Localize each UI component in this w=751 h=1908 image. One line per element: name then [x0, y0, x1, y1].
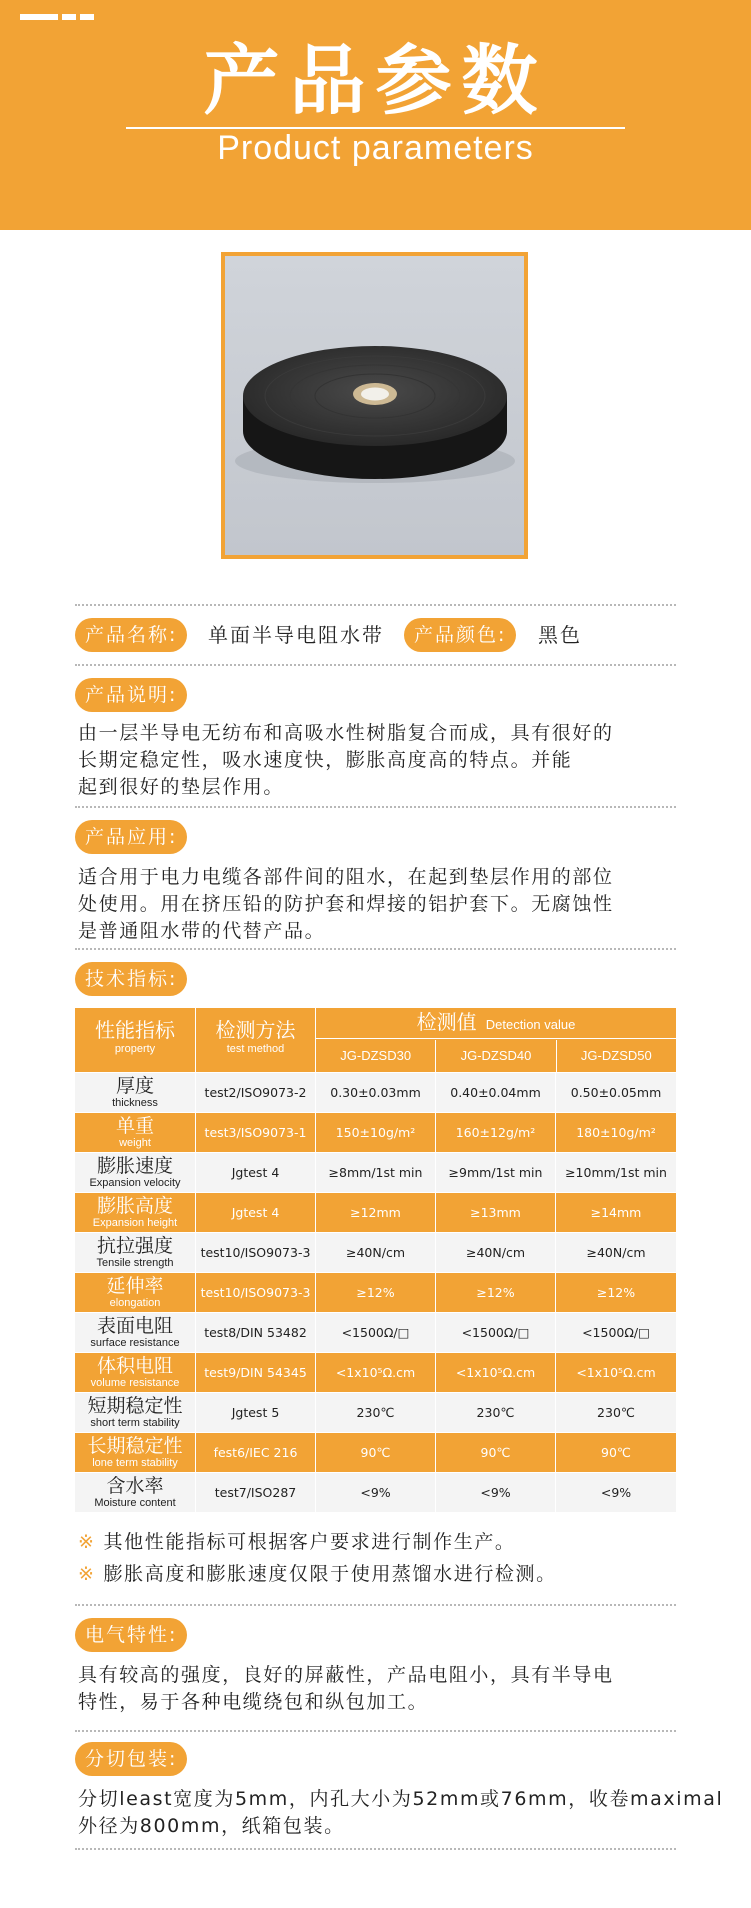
model-name: JG-DZSD50	[580, 1048, 652, 1063]
property-cn: 单重	[115, 1115, 154, 1137]
specs-table	[75, 1008, 676, 1512]
application-label: 产品应用:	[75, 820, 187, 854]
product-color-label: 产品颜色:	[404, 618, 516, 652]
method-cell: test7/ISO287	[196, 1473, 316, 1512]
value-cell: <9%	[600, 1485, 632, 1500]
packaging-text	[78, 1786, 724, 1840]
value-cell: <1x10⁵Ω.cm	[436, 1353, 556, 1392]
property-en: Expansion height	[92, 1217, 178, 1229]
divider	[75, 604, 676, 606]
value-cell: <1500Ω/□	[582, 1325, 650, 1340]
divider	[75, 1730, 676, 1732]
property-cell	[75, 1313, 196, 1352]
header-method-en: test method	[226, 1043, 285, 1055]
property-en: surface resistance	[90, 1337, 180, 1349]
value-cell: 180±10g/m²	[576, 1125, 656, 1140]
value-cell: 150±10g/m²	[316, 1113, 436, 1152]
packaging-label: 分切包装:	[75, 1742, 187, 1776]
table-row	[75, 1312, 676, 1352]
value-cell: ≥40N/cm	[586, 1245, 646, 1260]
note-text: 其他性能指标可根据客户要求进行制作生产。	[103, 1531, 516, 1553]
method-cell: test10/ISO9073-3	[196, 1273, 316, 1312]
property-cn: 含水率	[106, 1475, 164, 1497]
method-cell: Jgtest 4	[196, 1153, 316, 1192]
note-text: 膨胀高度和膨胀速度仅限于使用蒸馏水进行检测。	[103, 1563, 557, 1585]
value-cell: <1500Ω/□	[316, 1313, 436, 1352]
packaging-line: 外径为800mm，纸箱包装。	[78, 1815, 345, 1837]
divider	[75, 1848, 676, 1850]
note-1	[78, 1528, 516, 1556]
description-line: 由一层半导电无纺布和高吸水性树脂复合而成，具有很好的	[78, 722, 614, 744]
product-name-value: 单面半导电阻水带	[208, 623, 384, 647]
value-cell: ≥8mm/1st min	[316, 1153, 436, 1192]
header-value-cn: 检测值	[416, 1010, 477, 1034]
page-title: 产品参数	[203, 36, 548, 125]
model-name: JG-DZSD40	[436, 1040, 556, 1072]
electrical-text	[78, 1662, 678, 1716]
tape-roll-image	[225, 256, 524, 555]
table-row	[75, 1072, 676, 1112]
electrical-line: 具有较高的强度，良好的屏蔽性，产品电阻小，具有半导电	[78, 1664, 614, 1686]
header-method	[196, 1008, 316, 1072]
value-cell: 0.30±0.03mm	[316, 1073, 436, 1112]
header-property	[75, 1008, 196, 1072]
property-cn: 膨胀高度	[96, 1195, 173, 1217]
application-line: 适合用于电力电缆各部件间的阻水，在起到垫层作用的部位	[78, 866, 614, 888]
application-line: 是普通阻水带的代替产品。	[78, 920, 326, 942]
description-line: 起到很好的垫层作用。	[78, 776, 285, 798]
value-cell: 90℃	[316, 1433, 436, 1472]
property-en: short term stability	[90, 1417, 180, 1429]
table-row	[75, 1472, 676, 1512]
value-cell: ≥12mm	[316, 1193, 436, 1232]
decor-dash	[20, 14, 58, 20]
note-mark-icon: ※	[78, 1531, 96, 1553]
value-cell: 230℃	[316, 1393, 436, 1432]
header-method-cn: 检测方法	[215, 1018, 296, 1042]
property-en: thickness	[112, 1097, 158, 1109]
value-cell: <9%	[436, 1473, 556, 1512]
note-2	[78, 1560, 557, 1588]
value-cell: 0.50±0.05mm	[570, 1085, 662, 1100]
method-cell: test8/DIN 53482	[196, 1313, 316, 1352]
electrical-line: 特性，易于各种电缆绕包和纵包加工。	[78, 1691, 429, 1713]
method-cell: Jgtest 5	[196, 1393, 316, 1432]
method-cell: test2/ISO9073-2	[196, 1073, 316, 1112]
table-row	[75, 1432, 676, 1472]
value-cell: <1x10⁵Ω.cm	[576, 1365, 656, 1380]
property-cell	[75, 1393, 196, 1432]
property-cell	[75, 1353, 196, 1392]
application-line: 处使用。用在挤压铅的防护套和焊接的铝护套下。无腐蚀性	[78, 893, 614, 915]
value-cell: 0.40±0.04mm	[436, 1073, 556, 1112]
packaging-line: 分切least宽度为5mm，内孔大小为52mm或76mm，收卷maximal	[78, 1788, 724, 1810]
property-en: Expansion velocity	[89, 1177, 181, 1189]
page-subtitle: Product parameters	[217, 129, 534, 167]
divider	[75, 664, 676, 666]
value-cell: 160±12g/m²	[436, 1113, 556, 1152]
property-cn: 延伸率	[106, 1275, 164, 1297]
specs-label: 技术指标:	[75, 962, 187, 996]
table-row	[75, 1112, 676, 1152]
property-cn: 短期稳定性	[87, 1395, 183, 1417]
property-en: lone term stability	[92, 1457, 178, 1469]
product-photo	[221, 252, 528, 559]
property-cell	[75, 1073, 196, 1112]
table-row	[75, 1192, 676, 1232]
property-cell	[75, 1193, 196, 1232]
divider	[75, 948, 676, 950]
property-en: Tensile strength	[96, 1257, 174, 1269]
property-en: volume resistance	[90, 1377, 180, 1389]
property-cn: 抗拉强度	[96, 1235, 173, 1257]
value-cell: ≥12%	[436, 1273, 556, 1312]
table-row	[75, 1352, 676, 1392]
description-label: 产品说明:	[75, 678, 187, 712]
divider	[75, 1604, 676, 1606]
property-cell	[75, 1433, 196, 1472]
property-cell	[75, 1273, 196, 1312]
property-cn: 厚度	[115, 1075, 154, 1097]
property-cell	[75, 1153, 196, 1192]
decor-dash	[62, 14, 76, 20]
value-cell: ≥14mm	[590, 1205, 642, 1220]
value-cell: ≥12%	[316, 1273, 436, 1312]
product-color-value: 黑色	[538, 623, 582, 647]
value-cell: ≥10mm/1st min	[565, 1165, 667, 1180]
electrical-label: 电气特性:	[75, 1618, 187, 1652]
value-cell: 90℃	[601, 1445, 631, 1460]
value-cell: 230℃	[597, 1405, 635, 1420]
method-cell: test9/DIN 54345	[196, 1353, 316, 1392]
value-cell: 230℃	[436, 1393, 556, 1432]
description-line: 长期定稳定性，吸水速度快，膨胀高度高的特点。并能	[78, 749, 573, 771]
table-row	[75, 1392, 676, 1432]
header-detection-value	[316, 1008, 676, 1039]
value-cell: <1x10⁵Ω.cm	[316, 1353, 436, 1392]
value-cell: ≥40N/cm	[316, 1233, 436, 1272]
property-cn: 膨胀速度	[96, 1155, 173, 1177]
property-cell	[75, 1473, 196, 1512]
value-cell: ≥12%	[596, 1285, 636, 1300]
table-row	[75, 1232, 676, 1272]
property-cell	[75, 1113, 196, 1152]
header-property-cn: 性能指标	[95, 1018, 175, 1042]
property-cn: 长期稳定性	[87, 1435, 183, 1457]
header-banner	[0, 0, 751, 230]
note-mark-icon: ※	[78, 1563, 96, 1585]
divider	[75, 806, 676, 808]
description-text	[78, 720, 678, 801]
property-en: weight	[119, 1137, 151, 1149]
value-cell: ≥13mm	[436, 1193, 556, 1232]
value-cell: <9%	[316, 1473, 436, 1512]
application-text	[78, 864, 678, 945]
method-cell: Jgtest 4	[196, 1193, 316, 1232]
method-cell: test10/ISO9073-3	[196, 1233, 316, 1272]
value-cell: ≥40N/cm	[436, 1233, 556, 1272]
property-en: elongation	[109, 1297, 161, 1309]
header-value-en: Detection value	[485, 1017, 576, 1032]
method-cell: fest6/IEC 216	[196, 1433, 316, 1472]
table-header	[75, 1008, 676, 1072]
property-cn: 体积电阻	[96, 1355, 173, 1377]
property-cell	[75, 1233, 196, 1272]
product-name-label: 产品名称:	[75, 618, 187, 652]
header-models	[316, 1040, 676, 1072]
table-row	[75, 1272, 676, 1312]
method-cell: test3/ISO9073-1	[196, 1113, 316, 1152]
table-row	[75, 1152, 676, 1192]
table-body	[75, 1072, 676, 1512]
value-cell: ≥9mm/1st min	[436, 1153, 556, 1192]
decor-dash	[80, 14, 94, 20]
value-cell: <1500Ω/□	[436, 1313, 556, 1352]
value-cell: 90℃	[436, 1433, 556, 1472]
property-en: Moisture content	[94, 1497, 176, 1509]
header-property-en: property	[114, 1043, 156, 1055]
property-cn: 表面电阻	[96, 1315, 173, 1337]
model-name: JG-DZSD30	[316, 1040, 436, 1072]
